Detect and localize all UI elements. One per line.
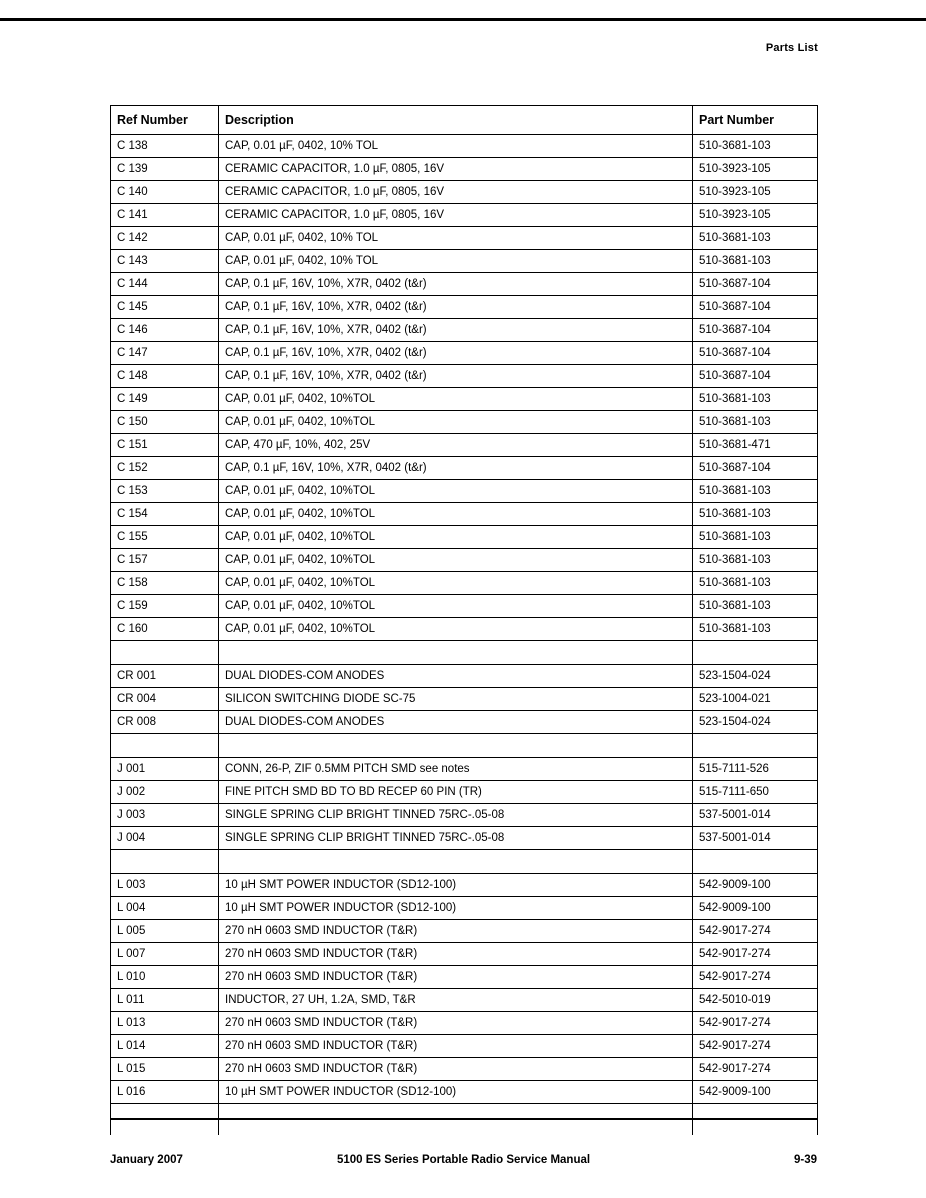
cell-description: CAP, 0.1 µF, 16V, 10%, X7R, 0402 (t&r) [219,319,693,342]
cell-part-number: 542-9017-274 [693,1058,818,1081]
cell-part-number: 510-3681-103 [693,135,818,158]
cell-description: CAP, 0.01 µF, 0402, 10% TOL [219,135,693,158]
cell-description: 270 nH 0603 SMD INDUCTOR (T&R) [219,920,693,943]
cell-description: 10 µH SMT POWER INDUCTOR (SD12-100) [219,1081,693,1104]
cell-description: CAP, 0.1 µF, 16V, 10%, X7R, 0402 (t&r) [219,273,693,296]
column-header-part-number: Part Number [693,106,818,135]
cell-ref-number: C 154 [111,503,219,526]
cell-part-number: 542-9017-274 [693,966,818,989]
table-header [111,106,818,135]
cell-ref-number: L 005 [111,920,219,943]
cell-ref-number: L 010 [111,966,219,989]
cell-ref-number: C 160 [111,618,219,641]
cell-description: INDUCTOR, 27 UH, 1.2A, SMD, T&R [219,989,693,1012]
cell-ref-number: C 159 [111,595,219,618]
group-spacer-cell [111,734,219,758]
group-spacer-row [111,734,818,758]
cell-ref-number: C 149 [111,388,219,411]
cell-ref-number: C 155 [111,526,219,549]
cell-part-number: 510-3681-103 [693,618,818,641]
cell-part-number: 537-5001-014 [693,804,818,827]
cell-part-number: 542-9017-274 [693,1012,818,1035]
table-row [111,434,818,457]
group-spacer-row [111,850,818,874]
cell-part-number: 510-3681-103 [693,388,818,411]
group-spacer-cell [693,734,818,758]
cell-ref-number: L 011 [111,989,219,1012]
cell-part-number: 542-9009-100 [693,1081,818,1104]
group-spacer-cell [219,850,693,874]
cell-part-number: 523-1504-024 [693,711,818,734]
table-row [111,989,818,1012]
table-row [111,966,818,989]
footer-divider [110,1118,817,1120]
cell-part-number: 510-3681-103 [693,526,818,549]
cell-part-number: 510-3681-103 [693,572,818,595]
cell-part-number: 510-3681-103 [693,549,818,572]
cell-description: CAP, 0.01 µF, 0402, 10% TOL [219,227,693,250]
cell-ref-number: CR 001 [111,665,219,688]
cell-description: CAP, 0.01 µF, 0402, 10%TOL [219,480,693,503]
cell-part-number: 542-9009-100 [693,897,818,920]
table-row [111,250,818,273]
cell-ref-number: C 138 [111,135,219,158]
cell-description: SINGLE SPRING CLIP BRIGHT TINNED 75RC-.05-08 [219,827,693,850]
cell-ref-number: CR 008 [111,711,219,734]
table-row [111,920,818,943]
cell-part-number: 510-3923-105 [693,181,818,204]
table-row [111,711,818,734]
cell-description: CAP, 0.1 µF, 16V, 10%, X7R, 0402 (t&r) [219,457,693,480]
table-row [111,943,818,966]
cell-description: 270 nH 0603 SMD INDUCTOR (T&R) [219,1012,693,1035]
cell-part-number: 510-3923-105 [693,158,818,181]
table-row [111,296,818,319]
cell-part-number: 542-5010-019 [693,989,818,1012]
cell-ref-number: L 015 [111,1058,219,1081]
table-row [111,365,818,388]
cell-description: CAP, 0.01 µF, 0402, 10%TOL [219,595,693,618]
cell-ref-number: L 003 [111,874,219,897]
table-row [111,572,818,595]
table-row [111,342,818,365]
table-row [111,411,818,434]
cell-ref-number: C 151 [111,434,219,457]
cell-ref-number: C 147 [111,342,219,365]
table-row [111,665,818,688]
cell-description: 270 nH 0603 SMD INDUCTOR (T&R) [219,1058,693,1081]
page-header-label: Parts List [765,42,818,54]
table-row [111,804,818,827]
table-body [111,135,818,1136]
cell-description: SILICON SWITCHING DIODE SC-75 [219,688,693,711]
table-row [111,549,818,572]
cell-ref-number: L 007 [111,943,219,966]
cell-ref-number: L 016 [111,1081,219,1104]
cell-ref-number: J 002 [111,781,219,804]
cell-description: FINE PITCH SMD BD TO BD RECEP 60 PIN (TR) [219,781,693,804]
cell-description: 270 nH 0603 SMD INDUCTOR (T&R) [219,966,693,989]
cell-description: CAP, 0.1 µF, 16V, 10%, X7R, 0402 (t&r) [219,296,693,319]
cell-ref-number: L 014 [111,1035,219,1058]
table-row [111,181,818,204]
table-row [111,827,818,850]
cell-part-number: 510-3681-103 [693,503,818,526]
table-row [111,204,818,227]
cell-part-number: 542-9017-274 [693,920,818,943]
cell-ref-number: C 142 [111,227,219,250]
group-spacer-cell [693,641,818,665]
column-header-ref-number: Ref Number [111,106,219,135]
table-row [111,1035,818,1058]
cell-ref-number: C 139 [111,158,219,181]
cell-part-number: 510-3681-471 [693,434,818,457]
cell-description: CERAMIC CAPACITOR, 1.0 µF, 0805, 16V [219,181,693,204]
footer-page-number: 9-39 [793,1154,817,1166]
cell-part-number: 542-9009-100 [693,874,818,897]
cell-ref-number: C 143 [111,250,219,273]
table-row [111,595,818,618]
cell-part-number: 510-3681-103 [693,411,818,434]
cell-part-number: 510-3923-105 [693,204,818,227]
cell-description: 10 µH SMT POWER INDUCTOR (SD12-100) [219,874,693,897]
column-header-description: Description [219,106,693,135]
cell-part-number: 510-3681-103 [693,250,818,273]
cell-part-number: 510-3687-104 [693,319,818,342]
group-spacer-cell [219,641,693,665]
table-row [111,480,818,503]
footer-manual-title: 5100 ES Series Portable Radio Service Manual [336,1154,591,1166]
parts-list-table [110,105,818,1135]
cell-description: 270 nH 0603 SMD INDUCTOR (T&R) [219,943,693,966]
cell-description: DUAL DIODES-COM ANODES [219,665,693,688]
table-row [111,503,818,526]
table-row [111,457,818,480]
cell-description: CAP, 0.01 µF, 0402, 10%TOL [219,411,693,434]
table-row [111,1012,818,1035]
cell-ref-number: J 004 [111,827,219,850]
cell-description: CAP, 0.1 µF, 16V, 10%, X7R, 0402 (t&r) [219,365,693,388]
cell-ref-number: L 013 [111,1012,219,1035]
cell-description: CONN, 26-P, ZIF 0.5MM PITCH SMD see notes [219,758,693,781]
cell-ref-number: C 141 [111,204,219,227]
table-row [111,158,818,181]
cell-part-number: 542-9017-274 [693,943,818,966]
group-spacer-cell [693,850,818,874]
cell-part-number: 542-9017-274 [693,1035,818,1058]
cell-part-number: 510-3687-104 [693,342,818,365]
table-row [111,388,818,411]
cell-ref-number: C 148 [111,365,219,388]
cell-part-number: 537-5001-014 [693,827,818,850]
parts-list-table-container [110,105,817,1135]
cell-description: SINGLE SPRING CLIP BRIGHT TINNED 75RC-.05-08 [219,804,693,827]
table-row [111,874,818,897]
group-spacer-cell [111,641,219,665]
header-divider [0,18,926,21]
cell-part-number: 510-3681-103 [693,595,818,618]
cell-description: CAP, 470 µF, 10%, 402, 25V [219,434,693,457]
cell-part-number: 515-7111-526 [693,758,818,781]
table-row [111,688,818,711]
cell-part-number: 510-3687-104 [693,457,818,480]
cell-description: CAP, 0.01 µF, 0402, 10%TOL [219,388,693,411]
cell-description: CAP, 0.01 µF, 0402, 10%TOL [219,503,693,526]
cell-ref-number: C 157 [111,549,219,572]
footer-date: January 2007 [110,1154,183,1166]
group-spacer-row [111,641,818,665]
cell-part-number: 510-3681-103 [693,227,818,250]
cell-description: CAP, 0.1 µF, 16V, 10%, X7R, 0402 (t&r) [219,342,693,365]
cell-part-number: 510-3687-104 [693,296,818,319]
cell-part-number: 523-1504-024 [693,665,818,688]
table-row [111,273,818,296]
cell-part-number: 510-3687-104 [693,365,818,388]
cell-ref-number: C 145 [111,296,219,319]
table-row [111,758,818,781]
cell-ref-number: L 004 [111,897,219,920]
cell-ref-number: C 144 [111,273,219,296]
table-row [111,227,818,250]
cell-description: CAP, 0.01 µF, 0402, 10%TOL [219,549,693,572]
cell-description: DUAL DIODES-COM ANODES [219,711,693,734]
table-row [111,618,818,641]
table-row [111,1081,818,1104]
cell-description: CAP, 0.01 µF, 0402, 10%TOL [219,572,693,595]
cell-description: 270 nH 0603 SMD INDUCTOR (T&R) [219,1035,693,1058]
table-header-row [111,106,818,135]
cell-description: 10 µH SMT POWER INDUCTOR (SD12-100) [219,897,693,920]
group-spacer-cell [219,734,693,758]
cell-ref-number: C 146 [111,319,219,342]
cell-ref-number: C 153 [111,480,219,503]
cell-ref-number: CR 004 [111,688,219,711]
cell-part-number: 515-7111-650 [693,781,818,804]
cell-description: CERAMIC CAPACITOR, 1.0 µF, 0805, 16V [219,158,693,181]
table-row [111,319,818,342]
cell-ref-number: C 158 [111,572,219,595]
table-row [111,1058,818,1081]
cell-description: CAP, 0.01 µF, 0402, 10%TOL [219,526,693,549]
cell-part-number: 523-1004-021 [693,688,818,711]
cell-description: CAP, 0.01 µF, 0402, 10% TOL [219,250,693,273]
cell-ref-number: C 140 [111,181,219,204]
group-spacer-cell [111,850,219,874]
table-row [111,135,818,158]
cell-ref-number: C 152 [111,457,219,480]
cell-part-number: 510-3687-104 [693,273,818,296]
cell-description: CAP, 0.01 µF, 0402, 10%TOL [219,618,693,641]
table-row [111,897,818,920]
table-row [111,526,818,549]
cell-ref-number: J 001 [111,758,219,781]
table-row [111,781,818,804]
cell-ref-number: C 150 [111,411,219,434]
cell-description: CERAMIC CAPACITOR, 1.0 µF, 0805, 16V [219,204,693,227]
cell-ref-number: J 003 [111,804,219,827]
cell-part-number: 510-3681-103 [693,480,818,503]
